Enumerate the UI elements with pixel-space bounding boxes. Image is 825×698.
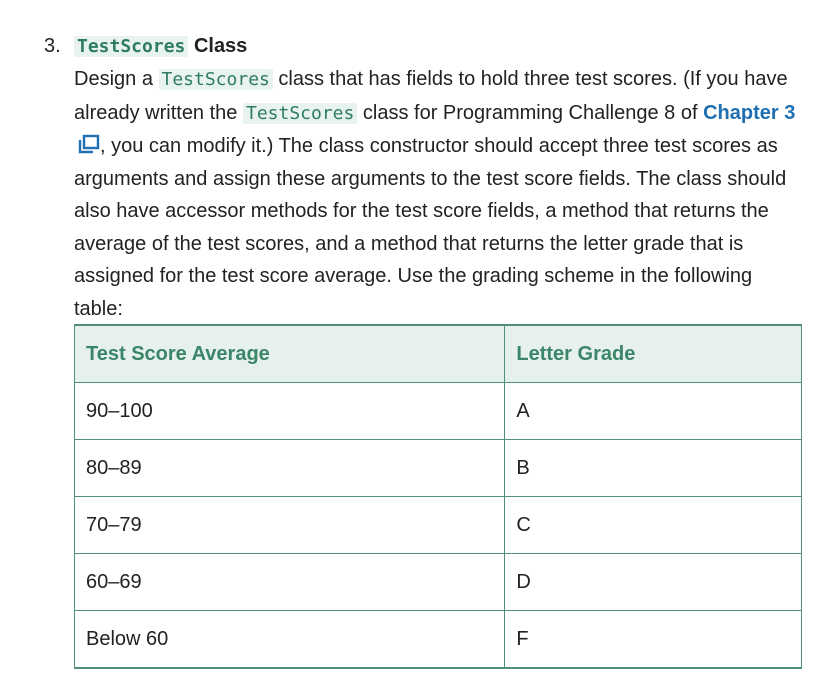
score-range-cell: Below 60 bbox=[75, 611, 505, 669]
desc-text-3: class for Programming Challenge 8 of bbox=[357, 101, 704, 124]
score-range-cell: 70–79 bbox=[75, 497, 505, 554]
grading-scheme-table bbox=[74, 324, 802, 669]
heading-text: Class bbox=[193, 35, 248, 57]
score-range-cell: 90–100 bbox=[75, 383, 505, 440]
heading-code: TestScores bbox=[74, 36, 188, 57]
exercise-description bbox=[74, 63, 804, 325]
item-number: 3. bbox=[44, 35, 61, 57]
grade-cell: F bbox=[505, 611, 802, 669]
exercise-heading bbox=[74, 31, 247, 62]
table-row bbox=[75, 440, 802, 497]
desc-text-2: class that has fields to hold three test scores. (If you have already written the bbox=[74, 68, 788, 124]
header-test-score-average: Test Score Average bbox=[75, 325, 505, 383]
desc-code-2: TestScores bbox=[243, 103, 357, 124]
chapter-3-link-label: Chapter 3 bbox=[703, 101, 796, 124]
desc-text-1: Design a bbox=[74, 68, 159, 90]
desc-code-1: TestScores bbox=[159, 69, 273, 90]
external-window-icon bbox=[78, 134, 100, 154]
grade-cell: C bbox=[505, 497, 802, 554]
desc-text-4: , you can modify it.) The class constructor should accept three test scores as arguments and assign these arguments to the test score fields. The class should also have accessor methods for the test score fields, a method that returns the average of the test scores, and a method that returns the letter grade that is assigned for the test score average. Use the grading scheme in the following table: bbox=[74, 135, 787, 320]
grade-cell: A bbox=[505, 383, 802, 440]
table-row bbox=[75, 383, 802, 440]
table-row bbox=[75, 611, 802, 669]
table-row bbox=[75, 554, 802, 611]
grade-cell: B bbox=[505, 440, 802, 497]
table-header-row bbox=[75, 325, 802, 383]
table-row bbox=[75, 497, 802, 554]
grade-cell: D bbox=[505, 554, 802, 611]
header-letter-grade: Letter Grade bbox=[505, 325, 802, 383]
score-range-cell: 60–69 bbox=[75, 554, 505, 611]
score-range-cell: 80–89 bbox=[75, 440, 505, 497]
